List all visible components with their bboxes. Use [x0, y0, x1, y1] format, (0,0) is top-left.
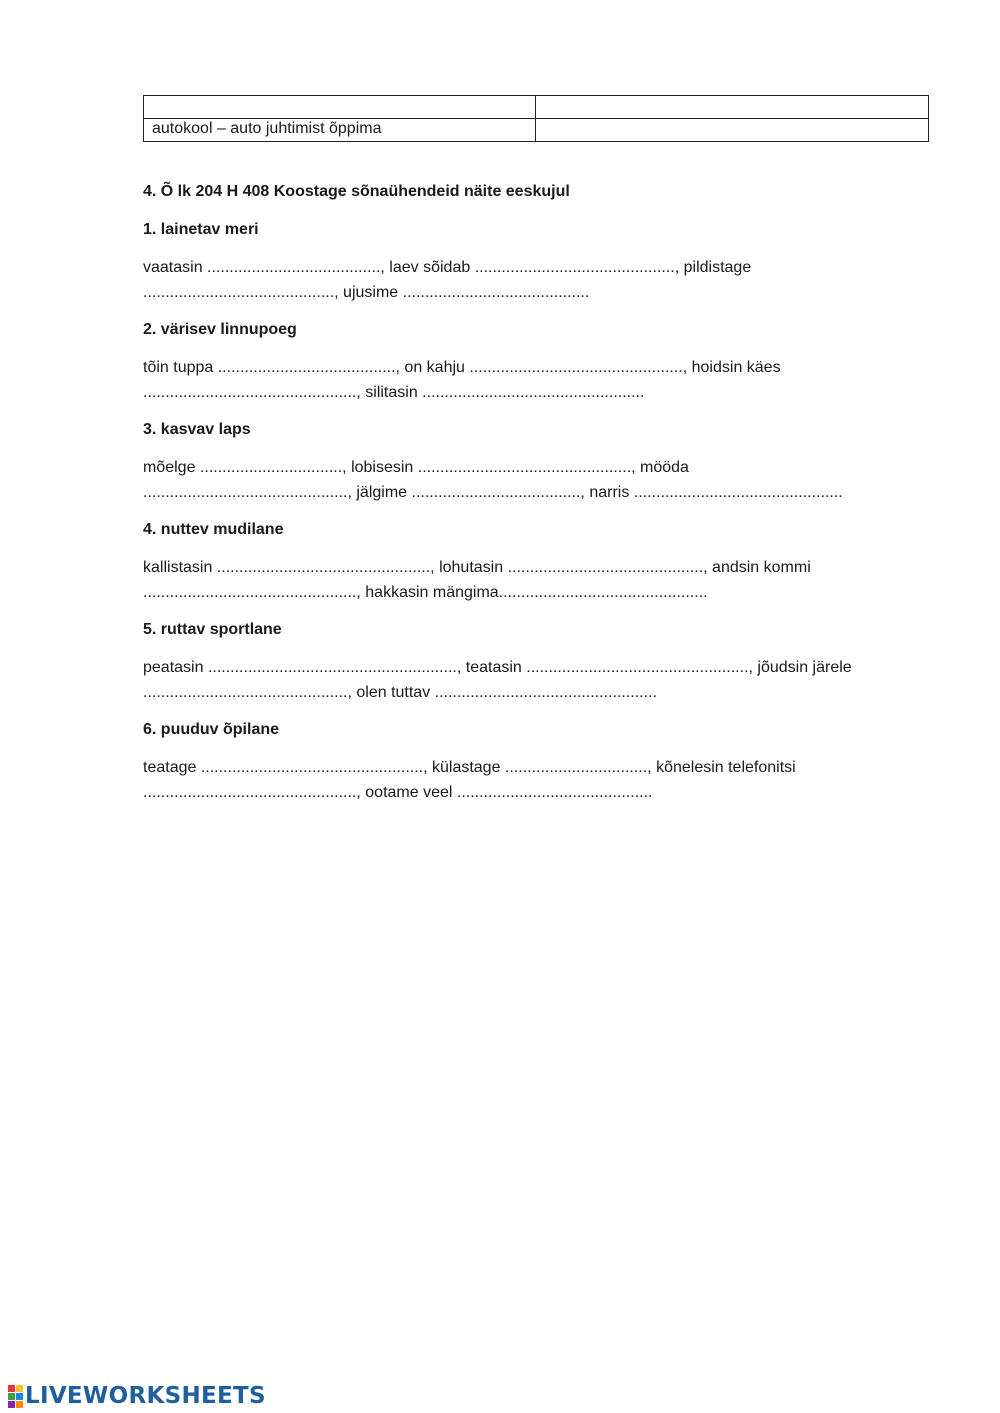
- text-line: teatage .................................................., külastage ................................, kõnelesin telefonitsi: [143, 759, 796, 776]
- vocabulary-table: [143, 95, 929, 142]
- item-text: [143, 656, 933, 705]
- text-line: ................................................, silitasin ..................................................: [143, 383, 645, 401]
- item-text: [143, 256, 933, 305]
- logo-text: LIVEWORKSHEETS: [25, 1383, 266, 1409]
- block-square: [16, 1393, 23, 1400]
- item-title: 4. nuttev mudilane: [143, 521, 284, 538]
- text-line: ................................................, ootame veel ............................................: [143, 783, 653, 801]
- item-text: [143, 556, 933, 605]
- item-title: 2. värisev linnupoeg: [143, 321, 297, 338]
- block-square: [16, 1385, 23, 1392]
- text-line: mõelge ................................, lobisesin ................................................, mööda: [143, 459, 689, 476]
- table-row: [144, 96, 929, 119]
- text-line: ..........................................., ujusime ..........................................: [143, 283, 590, 301]
- liveworksheets-logo[interactable]: [8, 1384, 266, 1408]
- text-line: tõin tuppa ........................................, on kahju ................................................, hoidsin käes: [143, 359, 781, 376]
- table-cell[interactable]: [536, 119, 929, 142]
- table-cell[interactable]: [144, 96, 536, 119]
- text-line: .............................................., olen tuttav ..................................................: [143, 683, 657, 701]
- table-row: [144, 119, 929, 142]
- block-square: [8, 1393, 15, 1400]
- item-text: [143, 456, 933, 505]
- item-title: 6. puuduv õpilane: [143, 721, 280, 738]
- item-text: [143, 356, 933, 405]
- text-line: .............................................., jälgime ......................................, narris ...............................................: [143, 483, 843, 501]
- text-line: kallistasin ................................................, lohutasin ............................................, andsin kommi: [143, 559, 811, 576]
- text-line: peatasin ........................................................, teatasin .................................................., jõudsin järele: [143, 659, 852, 676]
- table-cell: autokool – auto juhtimist õppima: [144, 119, 536, 142]
- text-line: vaatasin ......................................., laev sõidab ............................................., pildistage: [143, 259, 752, 276]
- block-square: [8, 1385, 15, 1392]
- liveworksheets-blocks-icon: [8, 1385, 23, 1408]
- item-title: 5. ruttav sportlane: [143, 621, 282, 638]
- item-title: 1. lainetav meri: [143, 221, 259, 238]
- task-title: 4. Õ lk 204 H 408 Koostage sõnaühendeid näite eeskujul: [143, 183, 570, 200]
- item-text: [143, 756, 933, 805]
- item-title: 3. kasvav laps: [143, 421, 251, 438]
- table-cell[interactable]: [536, 96, 929, 119]
- text-line: ................................................, hakkasin mängima...............................................: [143, 583, 708, 601]
- block-square: [16, 1401, 23, 1408]
- block-square: [8, 1401, 15, 1408]
- exercise-section: [143, 180, 933, 818]
